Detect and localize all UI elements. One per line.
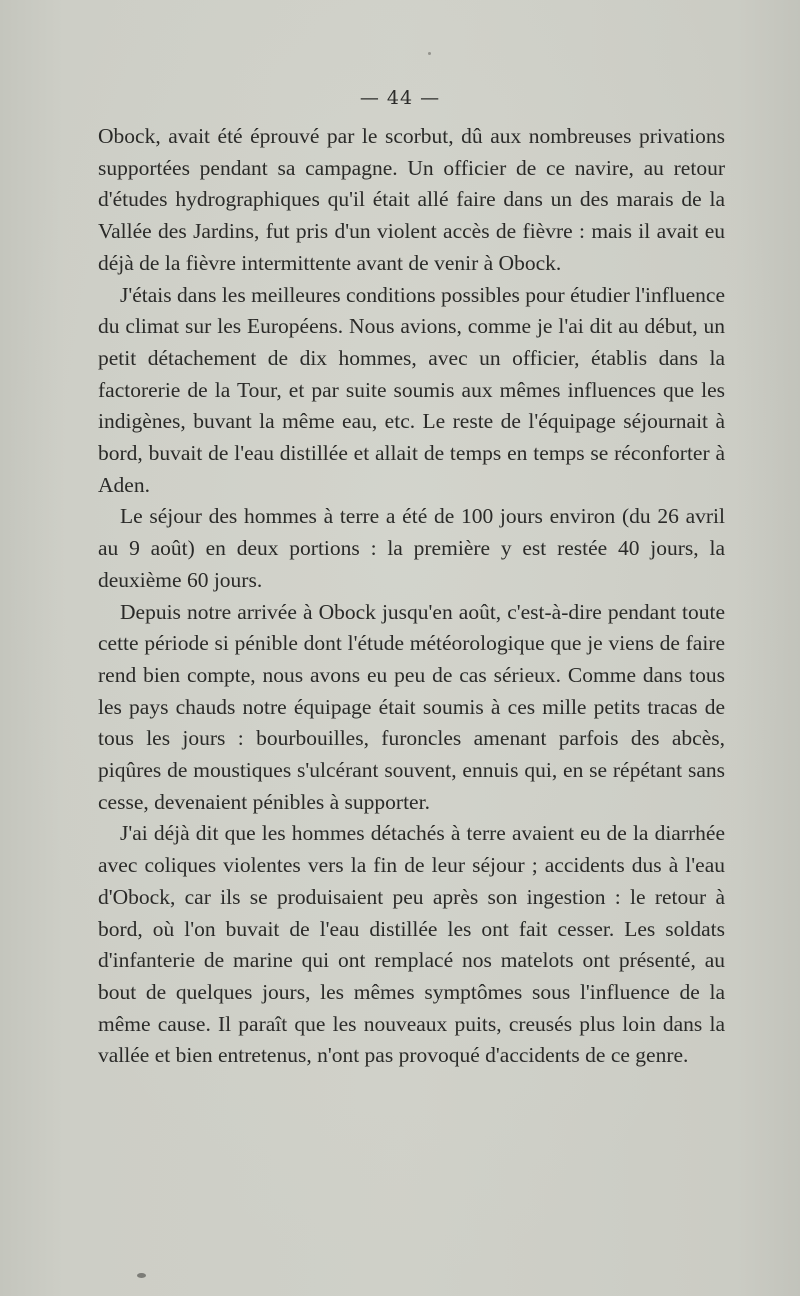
paragraph-4: Depuis notre arrivée à Obock jusqu'en août, c'est-à-dire pendant toute cette période si pénible dont l'étude météorologique que je viens de faire rend bien compte, nous avons eu peu de cas sérieux. Comme dans tous les pays chauds notre équipage était soumis à ces mille petits tracas de tous les jours : bourbouilles, furoncles amenant parfois des abcès, piqûres de moustiques s'ulcérant souvent, ennuis qui, en se répétant sans cesse, devenaient pénibles à supporter. xyxy=(98,599,725,814)
ink-speck xyxy=(428,52,431,55)
paragraph-3: Le séjour des hommes à terre a été de 100 jours environ (du 26 avril au 9 août) en deux portions : la première y est restée 40 jours, la deuxième 60 jours. xyxy=(98,504,725,592)
paragraph-1: Obock, avait été éprouvé par le scorbut, dû aux nombreuses privations supportées pendant sa campagne. Un officier de ce navire, au retour d'études hydrographiques qu'il était allé faire dans un des marais de la Vallée des Jardins, fut pris d'un violent accès de fièvre : mais il avait eu déjà de la fièvre intermittente avant de venir à Obock. xyxy=(98,124,725,275)
ink-speck xyxy=(137,1273,146,1278)
paragraph-2: J'étais dans les meilleures conditions possibles pour étudier l'influence du climat sur les Européens. Nous avions, comme je l'ai dit au début, un petit détachement de dix hommes, avec un officier, établis dans la factorerie de la Tour, et par suite soumis aux mêmes influences que les indigènes, buvant la même eau, etc. Le reste de l'équipage séjournait à bord, buvait de l'eau distillée et allait de temps en temps se réconforter à Aden. xyxy=(98,282,725,497)
paragraph-5: J'ai déjà dit que les hommes détachés à terre avaient eu de la diarrhée avec coliques violentes vers la fin de leur séjour ; accidents dus à l'eau d'Obock, car ils se produisaient peu après son ingestion : le retour à bord, où l'on buvait de l'eau distillée les ont fait cesser. Les soldats d'infanterie de marine qui ont remplacé nos matelots ont présenté, au bout de quelques jours, les mêmes symptômes sous l'influence de la même cause. Il paraît que les nouveaux puits, creusés plus loin dans la vallée et bien entretenus, n'ont pas provoqué d'accidents de ce genre. xyxy=(98,821,725,1068)
body-text xyxy=(98,121,725,1072)
page-number: — 44 — xyxy=(359,87,441,109)
